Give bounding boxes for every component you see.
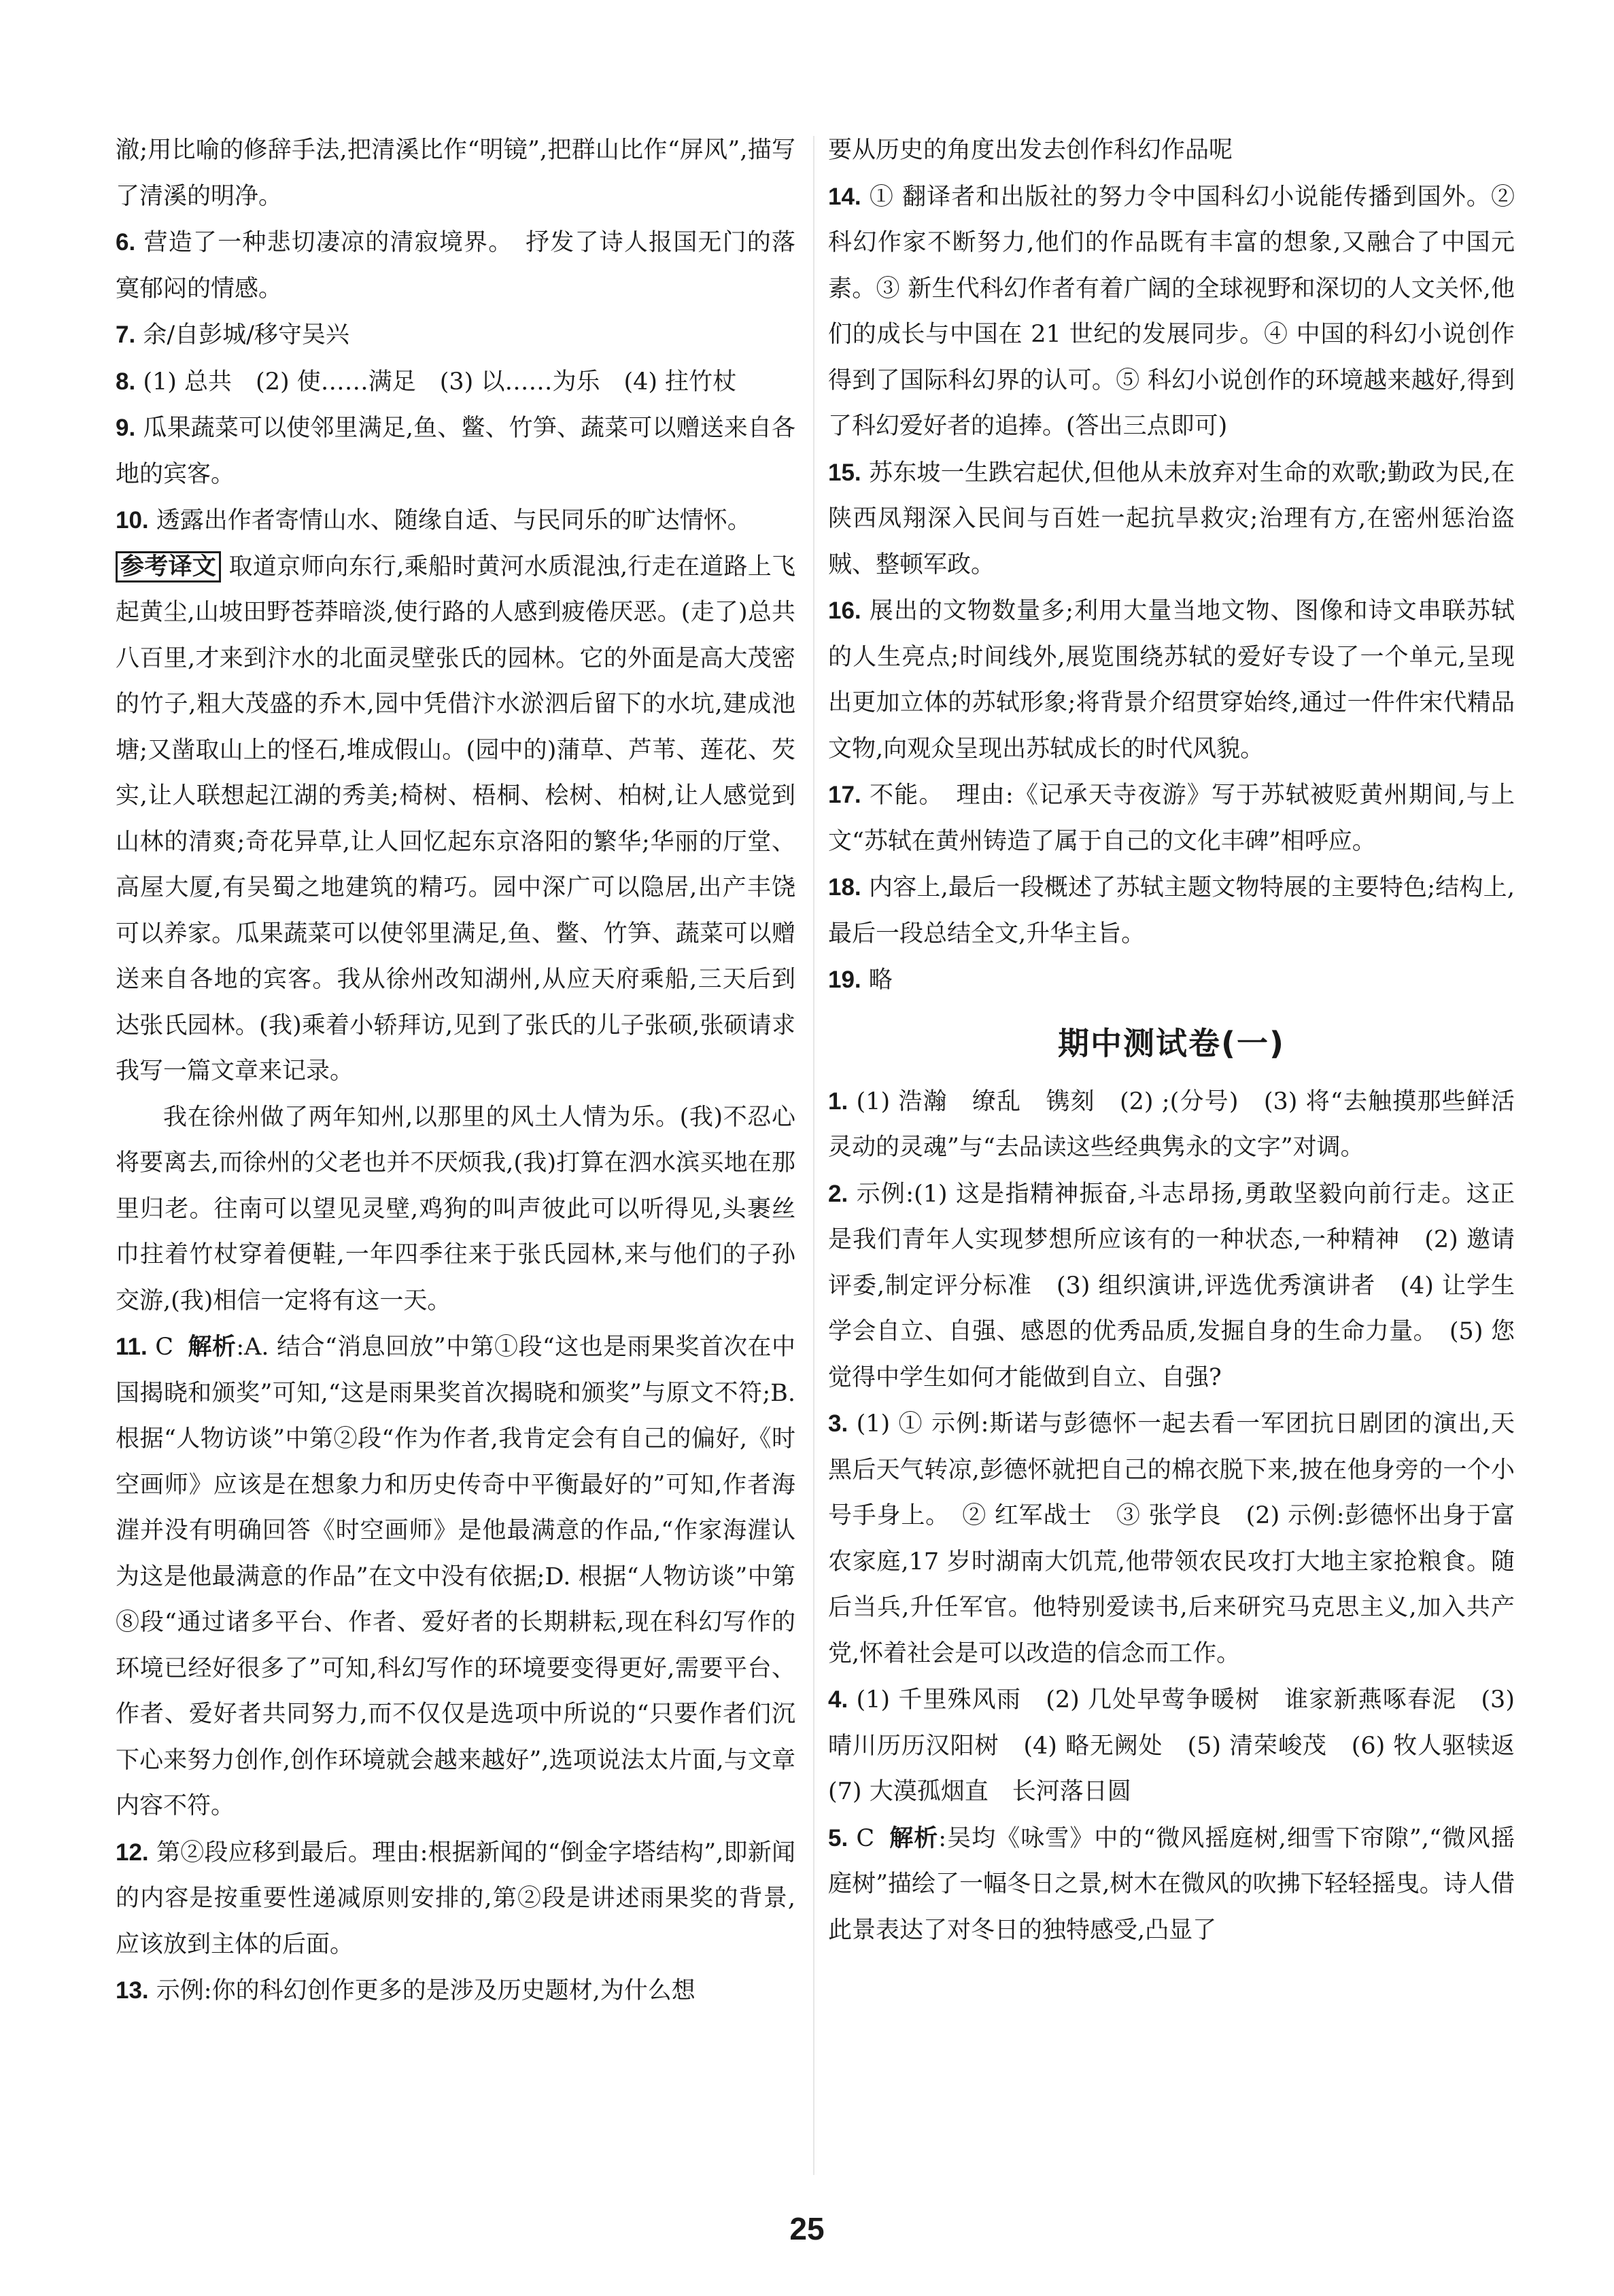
question-number: 3. (828, 1410, 848, 1437)
answer-text: 内容上,最后一段概述了苏轼主题文物特展的主要特色;结构上,最后一段总结全文,升华主旨。 (828, 874, 1515, 947)
question-number: 9. (116, 415, 136, 441)
reference-translation-p2: 我在徐州做了两年知州,以那里的风土人情为乐。(我)不忍心将要离去,而徐州的父老也并不厌烦我,(我)打算在泗水滨买地在那里归老。往南可以望见灵壁,鸡狗的叫声彼此可以听得见,头裹丝巾拄着竹杖穿着便鞋,一年四季往来于张氏园林,来与他们的子孙交游,(我)相信一定将有这一天。 (116, 1103, 795, 1315)
question-number: 13. (116, 1977, 149, 2004)
question-number: 5. (828, 1824, 848, 1851)
answer-13-continuation: 要从历史的角度出发去创作科幻作品呢 (828, 137, 1233, 164)
answer-9 (116, 405, 795, 498)
analysis-text: :吴均《咏雪》中的“微风摇庭树,细雪下帘隙”,“微风摇庭树”描绘了一幅冬日之景,树木在微风的吹拂下轻轻摇曳。诗人借此景表达了对冬日的独特感受,凸显了 (828, 1824, 1515, 1944)
answer-13 (116, 1968, 795, 2015)
midterm-answer-4 (828, 1677, 1539, 1815)
answer-text: 示例:(1) 这是指精神振奋,斗志昂扬,勇敢坚毅向前行走。这正是我们青年人实现梦想所应该有的一种状态,一种精神 (2) 邀请评委,制定评分标准 (3) 组织演讲,评选优秀演讲者 (4) 让学生学会自立、自强、感恩的优秀品质,发掘自身的生命力量。 (5) 您觉得中学生如何才能做到自立、自强? (828, 1180, 1515, 1391)
midterm-answer-5 (828, 1815, 1515, 1954)
question-number: 15. (828, 459, 861, 486)
passage-continuation: 澈;用比喻的修辞手法,把清溪比作“明镜”,把群山比作“屏风”,描写了清溪的明净。 (116, 137, 795, 210)
answer-text: 营造了一种悲切凄凉的清寂境界。 抒发了诗人报国无门的落寞郁闷的情感。 (116, 229, 795, 302)
section-title: 期中测试卷(一) (1057, 1024, 1286, 1062)
question-number: 11. (116, 1334, 148, 1360)
question-number: 18. (828, 874, 861, 901)
analysis-label: 解析 (889, 1824, 939, 1852)
question-number: 14. (828, 183, 861, 210)
left-column (116, 128, 795, 2015)
midterm-answer-1 (828, 1079, 1515, 1171)
answer-text: 瓜果蔬菜可以使邻里满足,鱼、鳖、竹笋、蔬菜可以赠送来自各地的宾客。 (116, 415, 795, 488)
answer-text: (1) 千里殊风雨 (2) 几处早莺争暖树 谁家新燕啄春泥 (3) 晴川历历汉阳树 (4) 略无阙处 (5) 清荣峻茂 (6) 牧人驱犊返 (7) 大漠孤烟直 长河落日圆 (828, 1686, 1539, 1805)
answer-16 (828, 588, 1515, 772)
question-number: 16. (828, 597, 861, 624)
answer-text: 略 (868, 967, 893, 994)
answer-11 (116, 1324, 795, 1830)
question-number: 1. (828, 1088, 848, 1115)
midterm-answer-2 (828, 1171, 1515, 1402)
answer-text: 示例:你的科幻创作更多的是涉及历史题材,为什么想 (156, 1977, 696, 2004)
answer-18 (828, 865, 1515, 957)
answer-text: 第②段应移到最后。理由:根据新闻的“倒金字塔结构”,即新闻的内容是按重要性递减原则安排的,第②段是讲述雨果奖的背景,应该放到主体的后面。 (116, 1839, 795, 1958)
answer-text: 展出的文物数量多;利用大量当地文物、图像和诗文串联苏轼的人生亮点;时间线外,展览围绕苏轼的爱好专设了一个单元,呈现出更加立体的苏轼形象;将背景介绍贯穿始终,通过一件件宋代精品文物,向观众呈现出苏轼成长的时代风貌。 (828, 597, 1515, 763)
question-number: 8. (116, 368, 136, 395)
question-number: 12. (116, 1839, 149, 1866)
answer-10 (116, 498, 795, 544)
reference-translation-p1 (116, 544, 795, 1095)
choice-answer: C (155, 1334, 174, 1361)
question-number: 2. (828, 1180, 848, 1207)
midterm-answer-3 (828, 1401, 1515, 1677)
question-number: 17. (828, 782, 861, 808)
answer-text: 不能。 理由:《记承天寺夜游》写于苏轼被贬黄州期间,与上文“苏轼在黄州铸造了属于自己的文化丰碑”相呼应。 (828, 782, 1515, 855)
answer-17 (828, 772, 1515, 865)
question-number: 4. (828, 1686, 848, 1713)
reference-translation-text: 取道京师向东行,乘船时黄河水质混浊,行走在道路上飞起黄尘,山坡田野苍莽暗淡,使行路的人感到疲倦厌恶。(走了)总共八百里,才来到汴水的北面灵壁张氏的园林。它的外面是高大茂密的竹子,粗大茂盛的乔木,园中凭借汴水淤泗后留下的水坑,建成池塘;又凿取山上的怪石,堆成假山。(园中的)蒲草、芦苇、莲花、芡实,让人联想起江湖的秀美;椅树、梧桐、桧树、柏树,让人感觉到山林的清爽;奇花异草,让人回忆起东京洛阳的繁华;华丽的厅堂、高屋大厦,有吴蜀之地建筑的精巧。园中深广可以隐居,出产丰饶可以养家。瓜果蔬菜可以使邻里满足,鱼、鳖、竹笋、蔬菜可以赠送来自各地的宾客。我从徐州改知湖州,从应天府乘船,三天后到达张氏园林。(我)乘着小轿拜访,见到了张氏的儿子张硕,张硕请求我写一篇文章来记录。 (116, 553, 795, 1085)
column-divider (813, 136, 814, 2175)
answer-text: 余/自彭城/移守吴兴 (143, 321, 349, 349)
question-number: 19. (828, 967, 861, 993)
answer-19 (828, 957, 1515, 1004)
page-number: 25 (789, 2211, 825, 2246)
answer-8 (116, 359, 795, 406)
answer-text: (1) 总共 (2) 使……满足 (3) 以……为乐 (4) 拄竹杖 (143, 368, 737, 396)
answer-14 (828, 174, 1515, 450)
choice-answer: C (856, 1824, 875, 1852)
question-number: 6. (116, 229, 136, 256)
right-column (828, 128, 1539, 1953)
question-number: 10. (116, 507, 149, 534)
question-number: 7. (116, 321, 136, 348)
answer-text: (1) ① 示例:斯诺与彭德怀一起去看一军团抗日剧团的演出,天黑后天气转凉,彭德怀就把自己的棉衣脱下来,披在他身旁的一个小号手身上。 ② 红军战士 ③ 张学良 (2) 示例:彭德怀出身于富农家庭,17 岁时湖南大饥荒,他带领农民攻打大地主家抢粮食。随后当兵,升任军官。他特别爱读书,后来研究马克思主义,加入共产党,怀着社会是可以改造的信念而工作。 (828, 1410, 1515, 1667)
answer-text: 苏东坡一生跌宕起伏,但他从未放弃对生命的欢歌;勤政为民,在陕西凤翔深入民间与百姓一起抗旱救灾;治理有方,在密州惩治盗贼、整顿军政。 (828, 459, 1515, 578)
answer-text: (1) 浩瀚 缭乱 镌刻 (2) ;(分号) (3) 将“去触摸那些鲜活灵动的灵魂”与“去品读这些经典隽永的文字”对调。 (828, 1088, 1515, 1161)
answer-7 (116, 312, 795, 359)
answer-text: 透露出作者寄情山水、随缘自适、与民同乐的旷达情怀。 (156, 507, 751, 534)
analysis-text: :A. 结合“消息回放”中第①段“这也是雨果奖首次在中国揭晓和颁奖”可知,“这是雨果奖首次揭晓和颁奖”与原文不符;B. 根据“人物访谈”中第②段“作为作者,我肯定会有自己的偏好,《时空画师》应该是在想象力和历史传奇中平衡最好的”可知,作者海漄并没有明确回答《时空画师》是他最满意的作品,“作家海漄认为这是他最满意的作品”在文中没有依据;D. 根据“人物访谈”中第⑧段“通过诸多平台、作者、爱好者的长期耕耘,现在科幻写作的环境已经好很多了”可知,科幻写作的环境要变得更好,需要平台、作者、爱好者共同努力,而不仅仅是选项中所说的“只要作者们沉下心来努力创作,创作环境就会越来越好”,选项说法太片面,与文章内容不符。 (116, 1334, 795, 1820)
answer-15 (828, 450, 1515, 589)
reference-translation-label: 参考译文 (116, 551, 221, 582)
analysis-label: 解析 (188, 1334, 237, 1361)
answer-12 (116, 1830, 795, 1968)
answer-6 (116, 220, 795, 312)
answer-text: ① 翻译者和出版社的努力令中国科幻小说能传播到国外。② 科幻作家不断努力,他们的作品既有丰富的想象,又融合了中国元素。③ 新生代科幻作者有着广阔的全球视野和深切的人文关怀,他们的成长与中国在 21 世纪的发展同步。④ 中国的科幻小说创作得到了国际科幻界的认可。⑤ 科幻小说创作的环境越来越好,得到了科幻爱好者的追捧。(答出三点即可) (828, 183, 1515, 440)
